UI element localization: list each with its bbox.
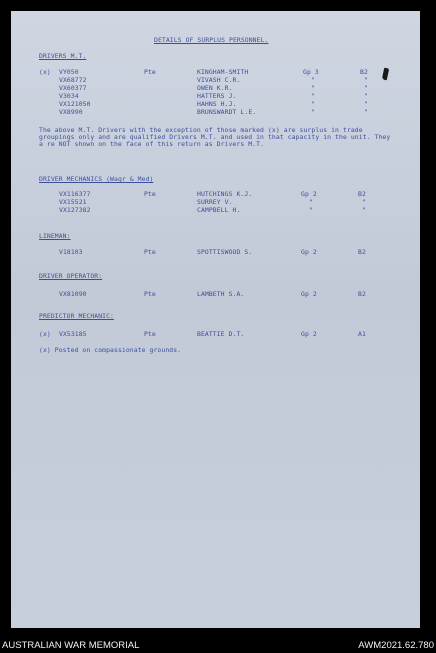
row-name: LAMBETH S.A. [197,290,245,298]
drivers-note: The above M.T. Drivers with the exception of those marked (x) are surplus in trade groupings only and are qualified Drivers M.T. and used in that capacity in the unit. They a re NOT shown on the face of this return as Drivers M.T. [39,126,391,148]
row-class: " [362,206,366,214]
document-title: DETAILS OF SURPLUS PERSONNEL. [154,36,269,44]
row-number: VX116377 [59,190,91,198]
row-rank: Pte [144,290,156,298]
row-name: HATTERS J. [197,92,237,100]
row-class: " [364,76,368,84]
row-group: " [311,100,315,108]
row-group: Gp 2 [301,248,317,256]
row-number: VX127382 [59,206,91,214]
row-number: VX81090 [59,290,87,298]
row-number: V18103 [59,248,83,256]
row-class: " [362,198,366,206]
row-group: Gp 2 [301,290,317,298]
footer-accession-number: AWM2021.62.780 [358,640,434,651]
section-heading-driver-operator: DRIVER OPERATOR: [39,272,103,280]
row-rank: Pte [144,68,156,76]
row-group: " [311,84,315,92]
row-rank: Pte [144,190,156,198]
row-group: " [311,108,315,116]
row-group: Gp 3 [303,68,319,76]
row-class: A1 [358,330,366,338]
row-name: KINGHAM-SMITH [197,68,249,76]
row-group: Gp 2 [301,330,317,338]
section-heading-lineman: LINEMAN: [39,232,71,240]
row-rank: Pte [144,330,156,338]
row-name: BEATTIE D.T. [197,330,245,338]
row-number: VX53185 [59,330,87,338]
row-name: OWEN K.R. [197,84,233,92]
row-group: " [309,206,313,214]
row-class: B2 [358,190,366,198]
document-page [11,11,420,628]
compassionate-note: (x) Posted on compassionate grounds. [39,346,182,354]
row-class: B2 [358,248,366,256]
row-group: " [309,198,313,206]
row-number: VX68772 [59,76,87,84]
row-class: " [364,108,368,116]
row-number: VY050 [59,68,79,76]
row-name: SPOTTISWOOD S. [197,248,253,256]
footer-source-label: AUSTRALIAN WAR MEMORIAL [2,640,140,651]
row-number: V3034 [59,92,79,100]
section-heading-drivers-mt: DRIVERS M.T. [39,52,87,60]
row-mark: (x) [39,68,51,76]
row-name: VIVASH C.R. [197,76,241,84]
row-class: " [364,92,368,100]
row-name: HAHNS H.J. [197,100,237,108]
row-number: VX8990 [59,108,83,116]
row-number: VX121050 [59,100,91,108]
row-group: Gp 2 [301,190,317,198]
row-group: " [311,92,315,100]
row-class: B2 [360,68,368,76]
section-heading-driver-mechanics: DRIVER MECHANICS (Wagr & Med) [39,175,154,183]
row-group: " [311,76,315,84]
ink-mark [382,68,389,81]
row-name: HUTCHINGS K.J. [197,190,253,198]
row-rank: Pte [144,248,156,256]
row-name: CAMPBELL H. [197,206,241,214]
row-number: VX60377 [59,84,87,92]
row-class: " [364,84,368,92]
row-name: SURREY V. [197,198,233,206]
row-mark: (x) [39,330,51,338]
row-number: VX15521 [59,198,87,206]
row-name: BRUNSWARDT L.E. [197,108,257,116]
row-class: B2 [358,290,366,298]
row-class: " [364,100,368,108]
section-heading-predictor-mechanic: PREDICTOR MECHANIC: [39,312,115,320]
